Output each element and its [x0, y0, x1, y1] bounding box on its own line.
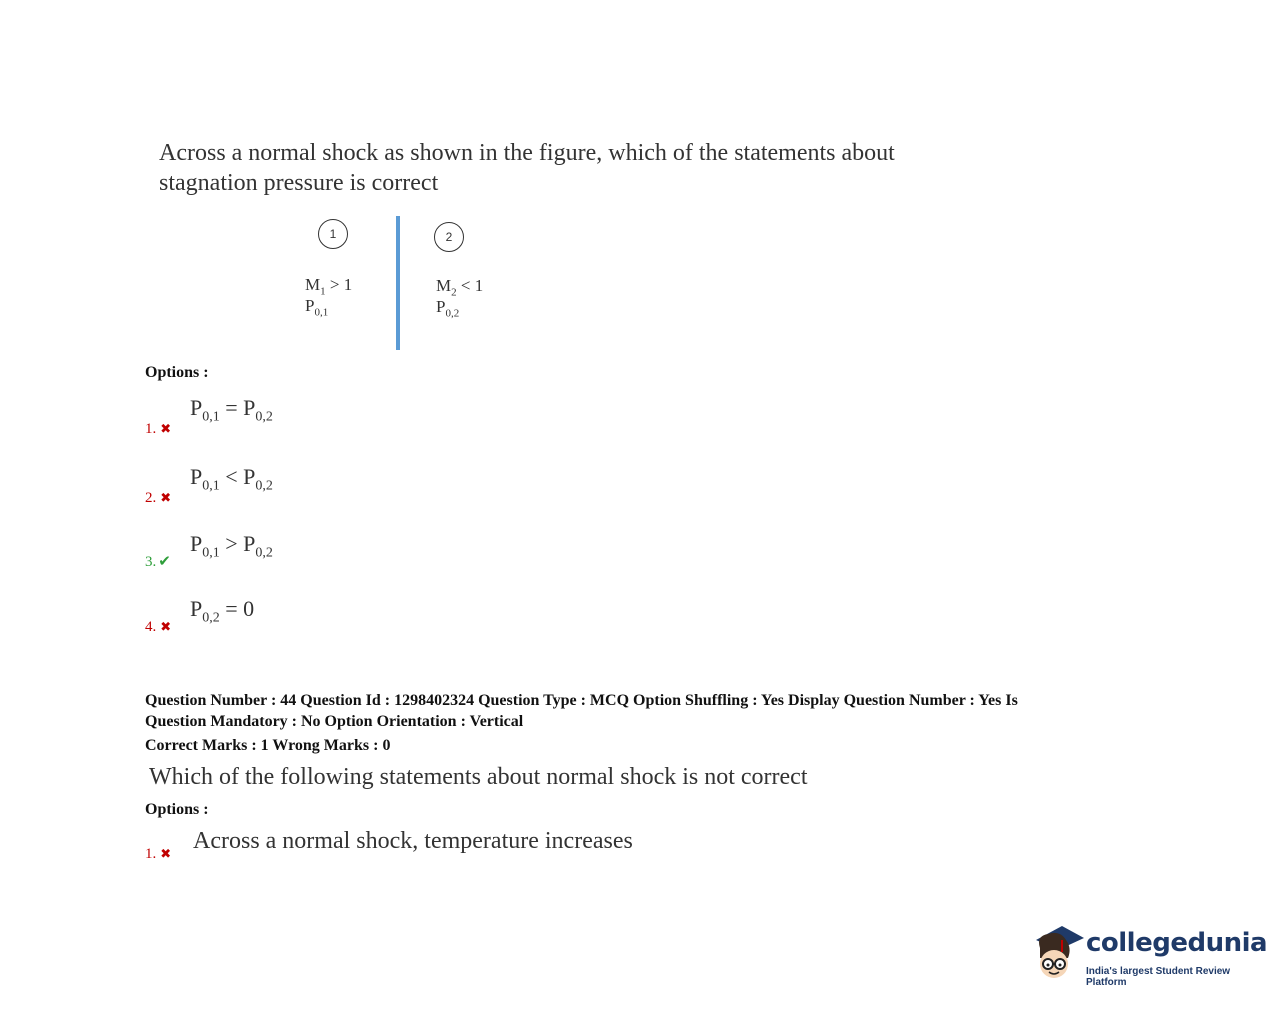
option-3-marker: [145, 552, 171, 571]
option-number: 2.: [145, 490, 157, 506]
question-2-option-1-marker: [145, 845, 171, 863]
region-1-pressure: $P_{0,1}$: [305, 296, 329, 319]
option-number: 1.: [145, 421, 157, 437]
logo-tagline: India's largest Student Review Platform: [1086, 966, 1231, 988]
region-2-circle: 2: [434, 222, 464, 252]
question-2-options-label: Options :: [145, 801, 209, 818]
collegedunia-logo: [1026, 918, 1266, 988]
metadata-line-3: Correct Marks : 1 Wrong Marks : 0: [145, 737, 391, 754]
metadata-line-1: Question Number : 44 Question Id : 1298402324 Question Type : MCQ Option Shuffling : Yes Display Question Number : Yes Is: [145, 692, 1018, 709]
option-1-equation: $P_{0,1} = P_{0,2}$: [190, 395, 273, 425]
shock-line: [396, 216, 400, 350]
question-text-line2: stagnation pressure is correct: [159, 170, 439, 196]
region-1-circle: 1: [318, 219, 348, 249]
cross-icon: ✖: [160, 620, 172, 635]
option-4-marker: [145, 618, 171, 636]
region-1-mach: $M_1 > 1$: [305, 275, 353, 298]
option-2-equation: $P_{0,1} < P_{0,2}$: [190, 464, 273, 494]
cross-icon: ✖: [160, 422, 172, 437]
option-number: 4.: [145, 619, 157, 635]
option-1-marker: [145, 420, 171, 438]
normal-shock-figure: [290, 210, 520, 355]
options-label: Options :: [145, 364, 209, 381]
region-2-mach: $M_2 < 1$: [436, 276, 484, 299]
cross-icon: ✖: [160, 847, 172, 862]
question-2-text: Which of the following statements about normal shock is not correct: [149, 764, 808, 790]
option-number: 3.: [145, 554, 157, 570]
option-number: 1.: [145, 846, 157, 862]
logo-name: collegedunia: [1086, 928, 1268, 958]
region-2-pressure: $P_{0,2}$: [436, 297, 460, 320]
question-text-line1: Across a normal shock as shown in the figure, which of the statements about: [159, 140, 895, 166]
question-metadata: [145, 690, 1145, 756]
option-2-marker: [145, 489, 171, 507]
check-icon: ✔: [158, 552, 171, 570]
question-text: [159, 138, 895, 198]
mascot-icon: [1026, 918, 1086, 988]
question-2-option-1-text: Across a normal shock, temperature increases: [193, 828, 633, 854]
cross-icon: ✖: [160, 491, 172, 506]
option-3-equation: $P_{0,1} > P_{0,2}$: [190, 531, 273, 561]
option-4-equation: $P_{0,2} = 0$: [190, 596, 255, 626]
metadata-line-2: Question Mandatory : No Option Orientation : Vertical: [145, 713, 524, 730]
